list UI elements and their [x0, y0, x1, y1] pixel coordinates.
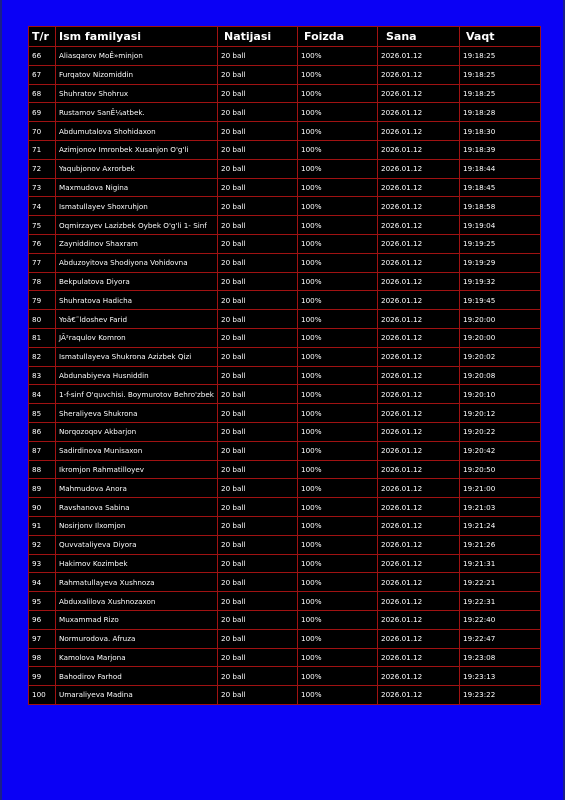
cell-result: 20 ball [218, 310, 298, 329]
cell-number: 92 [29, 535, 56, 554]
cell-time: 19:21:31 [460, 554, 541, 573]
cell-result: 20 ball [218, 65, 298, 84]
table-row [29, 291, 541, 310]
cell-result: 20 ball [218, 422, 298, 441]
cell-number: 91 [29, 516, 56, 535]
cell-number: 70 [29, 122, 56, 141]
cell-time: 19:18:44 [460, 159, 541, 178]
table-row [29, 460, 541, 479]
table-row [29, 629, 541, 648]
cell-time: 19:20:10 [460, 385, 541, 404]
cell-time: 19:22:31 [460, 592, 541, 611]
table-row [29, 197, 541, 216]
cell-name: Rahmatullayeva Xushnoza [56, 573, 218, 592]
cell-percent: 100% [298, 629, 378, 648]
cell-time: 19:20:08 [460, 366, 541, 385]
cell-percent: 100% [298, 441, 378, 460]
cell-name: Yaqubjonov Axrorbek [56, 159, 218, 178]
cell-time: 19:20:50 [460, 460, 541, 479]
table-row [29, 84, 541, 103]
table-row [29, 140, 541, 159]
table-row [29, 253, 541, 272]
cell-number: 77 [29, 253, 56, 272]
cell-number: 81 [29, 328, 56, 347]
cell-percent: 100% [298, 610, 378, 629]
cell-result: 20 ball [218, 140, 298, 159]
cell-percent: 100% [298, 84, 378, 103]
cell-percent: 100% [298, 122, 378, 141]
cell-percent: 100% [298, 366, 378, 385]
header-number: T/r [29, 27, 56, 47]
cell-name: Normurodova. Afruza [56, 629, 218, 648]
cell-percent: 100% [298, 686, 378, 705]
cell-result: 20 ball [218, 610, 298, 629]
cell-time: 19:20:00 [460, 328, 541, 347]
cell-number: 71 [29, 140, 56, 159]
cell-name: Abdunabiyeva Husniddin [56, 366, 218, 385]
cell-date: 2026.01.12 [378, 347, 460, 366]
table-row [29, 554, 541, 573]
cell-result: 20 ball [218, 253, 298, 272]
cell-name: Sadirdinova Munisaxon [56, 441, 218, 460]
table-row [29, 686, 541, 705]
cell-date: 2026.01.12 [378, 65, 460, 84]
cell-result: 20 ball [218, 592, 298, 611]
table-row [29, 178, 541, 197]
cell-result: 20 ball [218, 667, 298, 686]
cell-percent: 100% [298, 385, 378, 404]
cell-number: 75 [29, 216, 56, 235]
cell-result: 20 ball [218, 291, 298, 310]
cell-number: 67 [29, 65, 56, 84]
cell-time: 19:21:00 [460, 479, 541, 498]
table-row [29, 610, 541, 629]
table-row [29, 310, 541, 329]
cell-number: 85 [29, 404, 56, 423]
cell-name: Shuhratov Shohrux [56, 84, 218, 103]
cell-name: Ismatullayev Shoxruhjon [56, 197, 218, 216]
cell-date: 2026.01.12 [378, 498, 460, 517]
table-row [29, 234, 541, 253]
cell-name: Ikromjon Rahmatilloyev [56, 460, 218, 479]
table-row [29, 122, 541, 141]
table-row [29, 441, 541, 460]
cell-percent: 100% [298, 159, 378, 178]
table-row [29, 479, 541, 498]
cell-result: 20 ball [218, 366, 298, 385]
table-row [29, 65, 541, 84]
cell-result: 20 ball [218, 347, 298, 366]
cell-result: 20 ball [218, 554, 298, 573]
cell-name: Hakimov Kozimbek [56, 554, 218, 573]
cell-time: 19:23:13 [460, 667, 541, 686]
cell-time: 19:18:30 [460, 122, 541, 141]
cell-date: 2026.01.12 [378, 385, 460, 404]
cell-name: Rustamov SanÊ¼atbek. [56, 103, 218, 122]
cell-result: 20 ball [218, 47, 298, 66]
cell-name: Sheraliyeva Shukrona [56, 404, 218, 423]
cell-percent: 100% [298, 310, 378, 329]
cell-name: Kamolova Marjona [56, 648, 218, 667]
cell-date: 2026.01.12 [378, 554, 460, 573]
cell-date: 2026.01.12 [378, 479, 460, 498]
cell-time: 19:19:29 [460, 253, 541, 272]
cell-percent: 100% [298, 422, 378, 441]
header-percent: Foizda [298, 27, 378, 47]
cell-time: 19:20:02 [460, 347, 541, 366]
cell-result: 20 ball [218, 460, 298, 479]
cell-result: 20 ball [218, 686, 298, 705]
cell-percent: 100% [298, 667, 378, 686]
cell-percent: 100% [298, 103, 378, 122]
cell-number: 89 [29, 479, 56, 498]
cell-result: 20 ball [218, 103, 298, 122]
cell-date: 2026.01.12 [378, 610, 460, 629]
table-row [29, 47, 541, 66]
cell-number: 76 [29, 234, 56, 253]
cell-date: 2026.01.12 [378, 328, 460, 347]
cell-name: Abduzoyitova Shodiyona Vohidovna [56, 253, 218, 272]
header-result: Natijasi [218, 27, 298, 47]
cell-percent: 100% [298, 65, 378, 84]
table-row [29, 216, 541, 235]
cell-number: 99 [29, 667, 56, 686]
cell-percent: 100% [298, 479, 378, 498]
cell-name: Nosirjonv Ilxomjon [56, 516, 218, 535]
table-row [29, 592, 541, 611]
cell-time: 19:19:45 [460, 291, 541, 310]
cell-name: Yoâ€˜ldoshev Farid [56, 310, 218, 329]
cell-name: Azimjonov Imronbek Xusanjon O'g'li [56, 140, 218, 159]
cell-number: 88 [29, 460, 56, 479]
cell-result: 20 ball [218, 84, 298, 103]
table-row [29, 328, 541, 347]
cell-time: 19:20:42 [460, 441, 541, 460]
table-row [29, 404, 541, 423]
cell-percent: 100% [298, 197, 378, 216]
cell-name: Aliasqarov MoÊ»minjon [56, 47, 218, 66]
cell-result: 20 ball [218, 122, 298, 141]
cell-date: 2026.01.12 [378, 648, 460, 667]
cell-number: 97 [29, 629, 56, 648]
cell-date: 2026.01.12 [378, 667, 460, 686]
cell-date: 2026.01.12 [378, 535, 460, 554]
cell-time: 19:19:04 [460, 216, 541, 235]
cell-date: 2026.01.12 [378, 253, 460, 272]
cell-result: 20 ball [218, 648, 298, 667]
cell-time: 19:22:40 [460, 610, 541, 629]
cell-date: 2026.01.12 [378, 573, 460, 592]
cell-percent: 100% [298, 573, 378, 592]
cell-name: Abduxalilova Xushnozaxon [56, 592, 218, 611]
cell-time: 19:18:45 [460, 178, 541, 197]
cell-date: 2026.01.12 [378, 291, 460, 310]
cell-date: 2026.01.12 [378, 216, 460, 235]
cell-name: Oqmirzayev Lazizbek Oybek O'g'li 1- Sinf [56, 216, 218, 235]
cell-result: 20 ball [218, 441, 298, 460]
cell-percent: 100% [298, 460, 378, 479]
cell-result: 20 ball [218, 535, 298, 554]
cell-name: Ravshanova Sabina [56, 498, 218, 517]
cell-number: 86 [29, 422, 56, 441]
cell-name: Quvvataliyeva Diyora [56, 535, 218, 554]
cell-time: 19:21:03 [460, 498, 541, 517]
table-row [29, 422, 541, 441]
header-date: Sana [378, 27, 460, 47]
cell-date: 2026.01.12 [378, 422, 460, 441]
results-table [28, 26, 541, 705]
cell-number: 72 [29, 159, 56, 178]
cell-percent: 100% [298, 535, 378, 554]
table-row [29, 159, 541, 178]
cell-date: 2026.01.12 [378, 197, 460, 216]
cell-name: Shuhratova Hadicha [56, 291, 218, 310]
cell-name: Bahodirov Farhod [56, 667, 218, 686]
table-row [29, 385, 541, 404]
cell-date: 2026.01.12 [378, 122, 460, 141]
cell-time: 19:21:26 [460, 535, 541, 554]
cell-time: 19:20:22 [460, 422, 541, 441]
cell-time: 19:18:25 [460, 65, 541, 84]
cell-date: 2026.01.12 [378, 310, 460, 329]
cell-name: Furqatov Nizomiddin [56, 65, 218, 84]
cell-name: Ismatullayeva Shukrona Azizbek Qizi [56, 347, 218, 366]
cell-percent: 100% [298, 498, 378, 517]
cell-number: 74 [29, 197, 56, 216]
cell-result: 20 ball [218, 516, 298, 535]
cell-result: 20 ball [218, 404, 298, 423]
cell-percent: 100% [298, 47, 378, 66]
cell-number: 100 [29, 686, 56, 705]
cell-number: 68 [29, 84, 56, 103]
cell-number: 73 [29, 178, 56, 197]
header-time: Vaqt [460, 27, 541, 47]
cell-date: 2026.01.12 [378, 159, 460, 178]
cell-time: 19:18:28 [460, 103, 541, 122]
cell-date: 2026.01.12 [378, 460, 460, 479]
cell-time: 19:21:24 [460, 516, 541, 535]
cell-result: 20 ball [218, 629, 298, 648]
cell-number: 87 [29, 441, 56, 460]
cell-name: Abdumutalova Shohidaxon [56, 122, 218, 141]
cell-date: 2026.01.12 [378, 441, 460, 460]
cell-result: 20 ball [218, 479, 298, 498]
cell-percent: 100% [298, 404, 378, 423]
cell-percent: 100% [298, 216, 378, 235]
cell-number: 66 [29, 47, 56, 66]
cell-number: 82 [29, 347, 56, 366]
cell-date: 2026.01.12 [378, 629, 460, 648]
cell-time: 19:19:32 [460, 272, 541, 291]
cell-number: 80 [29, 310, 56, 329]
cell-number: 78 [29, 272, 56, 291]
cell-result: 20 ball [218, 197, 298, 216]
cell-date: 2026.01.12 [378, 592, 460, 611]
cell-result: 20 ball [218, 498, 298, 517]
cell-time: 19:23:08 [460, 648, 541, 667]
cell-percent: 100% [298, 328, 378, 347]
cell-percent: 100% [298, 272, 378, 291]
table-header-row [29, 27, 541, 47]
cell-name: Zayniddinov Shaxram [56, 234, 218, 253]
cell-percent: 100% [298, 648, 378, 667]
cell-name: Muxammad Rizo [56, 610, 218, 629]
cell-percent: 100% [298, 592, 378, 611]
cell-percent: 100% [298, 347, 378, 366]
header-name: Ism familyasi [56, 27, 218, 47]
cell-name: Norqozoqov Akbarjon [56, 422, 218, 441]
cell-name: Maxmudova Nigina [56, 178, 218, 197]
cell-number: 98 [29, 648, 56, 667]
cell-date: 2026.01.12 [378, 103, 460, 122]
cell-result: 20 ball [218, 272, 298, 291]
cell-time: 19:18:25 [460, 47, 541, 66]
cell-time: 19:18:58 [460, 197, 541, 216]
table-row [29, 648, 541, 667]
cell-date: 2026.01.12 [378, 84, 460, 103]
table-row [29, 573, 541, 592]
cell-result: 20 ball [218, 234, 298, 253]
table-row [29, 498, 541, 517]
cell-time: 19:22:47 [460, 629, 541, 648]
cell-date: 2026.01.12 [378, 140, 460, 159]
cell-time: 19:23:22 [460, 686, 541, 705]
cell-result: 20 ball [218, 178, 298, 197]
cell-time: 19:20:00 [460, 310, 541, 329]
cell-number: 93 [29, 554, 56, 573]
cell-number: 94 [29, 573, 56, 592]
cell-time: 19:18:39 [460, 140, 541, 159]
cell-name: JÃ²raqulov Komron [56, 328, 218, 347]
cell-percent: 100% [298, 291, 378, 310]
cell-result: 20 ball [218, 385, 298, 404]
cell-time: 19:18:25 [460, 84, 541, 103]
cell-percent: 100% [298, 178, 378, 197]
cell-number: 90 [29, 498, 56, 517]
cell-name: Mahmudova Anora [56, 479, 218, 498]
cell-time: 19:22:21 [460, 573, 541, 592]
cell-result: 20 ball [218, 573, 298, 592]
table-row [29, 347, 541, 366]
cell-date: 2026.01.12 [378, 272, 460, 291]
cell-percent: 100% [298, 140, 378, 159]
cell-name: 1-f-sinf O'quvchisi. Boymurotov Behro'zbek [56, 385, 218, 404]
table-row [29, 366, 541, 385]
cell-date: 2026.01.12 [378, 178, 460, 197]
cell-name: Umaraliyeva Madina [56, 686, 218, 705]
cell-name: Bekpulatova Diyora [56, 272, 218, 291]
cell-date: 2026.01.12 [378, 516, 460, 535]
cell-date: 2026.01.12 [378, 404, 460, 423]
table-row [29, 272, 541, 291]
cell-date: 2026.01.12 [378, 686, 460, 705]
table-row [29, 535, 541, 554]
cell-result: 20 ball [218, 159, 298, 178]
cell-time: 19:19:25 [460, 234, 541, 253]
cell-percent: 100% [298, 253, 378, 272]
cell-percent: 100% [298, 554, 378, 573]
cell-result: 20 ball [218, 328, 298, 347]
cell-time: 19:20:12 [460, 404, 541, 423]
cell-percent: 100% [298, 234, 378, 253]
table-row [29, 103, 541, 122]
table-row [29, 667, 541, 686]
table-row [29, 516, 541, 535]
table-body [29, 47, 541, 705]
cell-date: 2026.01.12 [378, 47, 460, 66]
cell-number: 96 [29, 610, 56, 629]
cell-number: 69 [29, 103, 56, 122]
cell-number: 95 [29, 592, 56, 611]
cell-number: 83 [29, 366, 56, 385]
cell-result: 20 ball [218, 216, 298, 235]
cell-percent: 100% [298, 516, 378, 535]
cell-number: 84 [29, 385, 56, 404]
cell-number: 79 [29, 291, 56, 310]
cell-date: 2026.01.12 [378, 366, 460, 385]
cell-date: 2026.01.12 [378, 234, 460, 253]
